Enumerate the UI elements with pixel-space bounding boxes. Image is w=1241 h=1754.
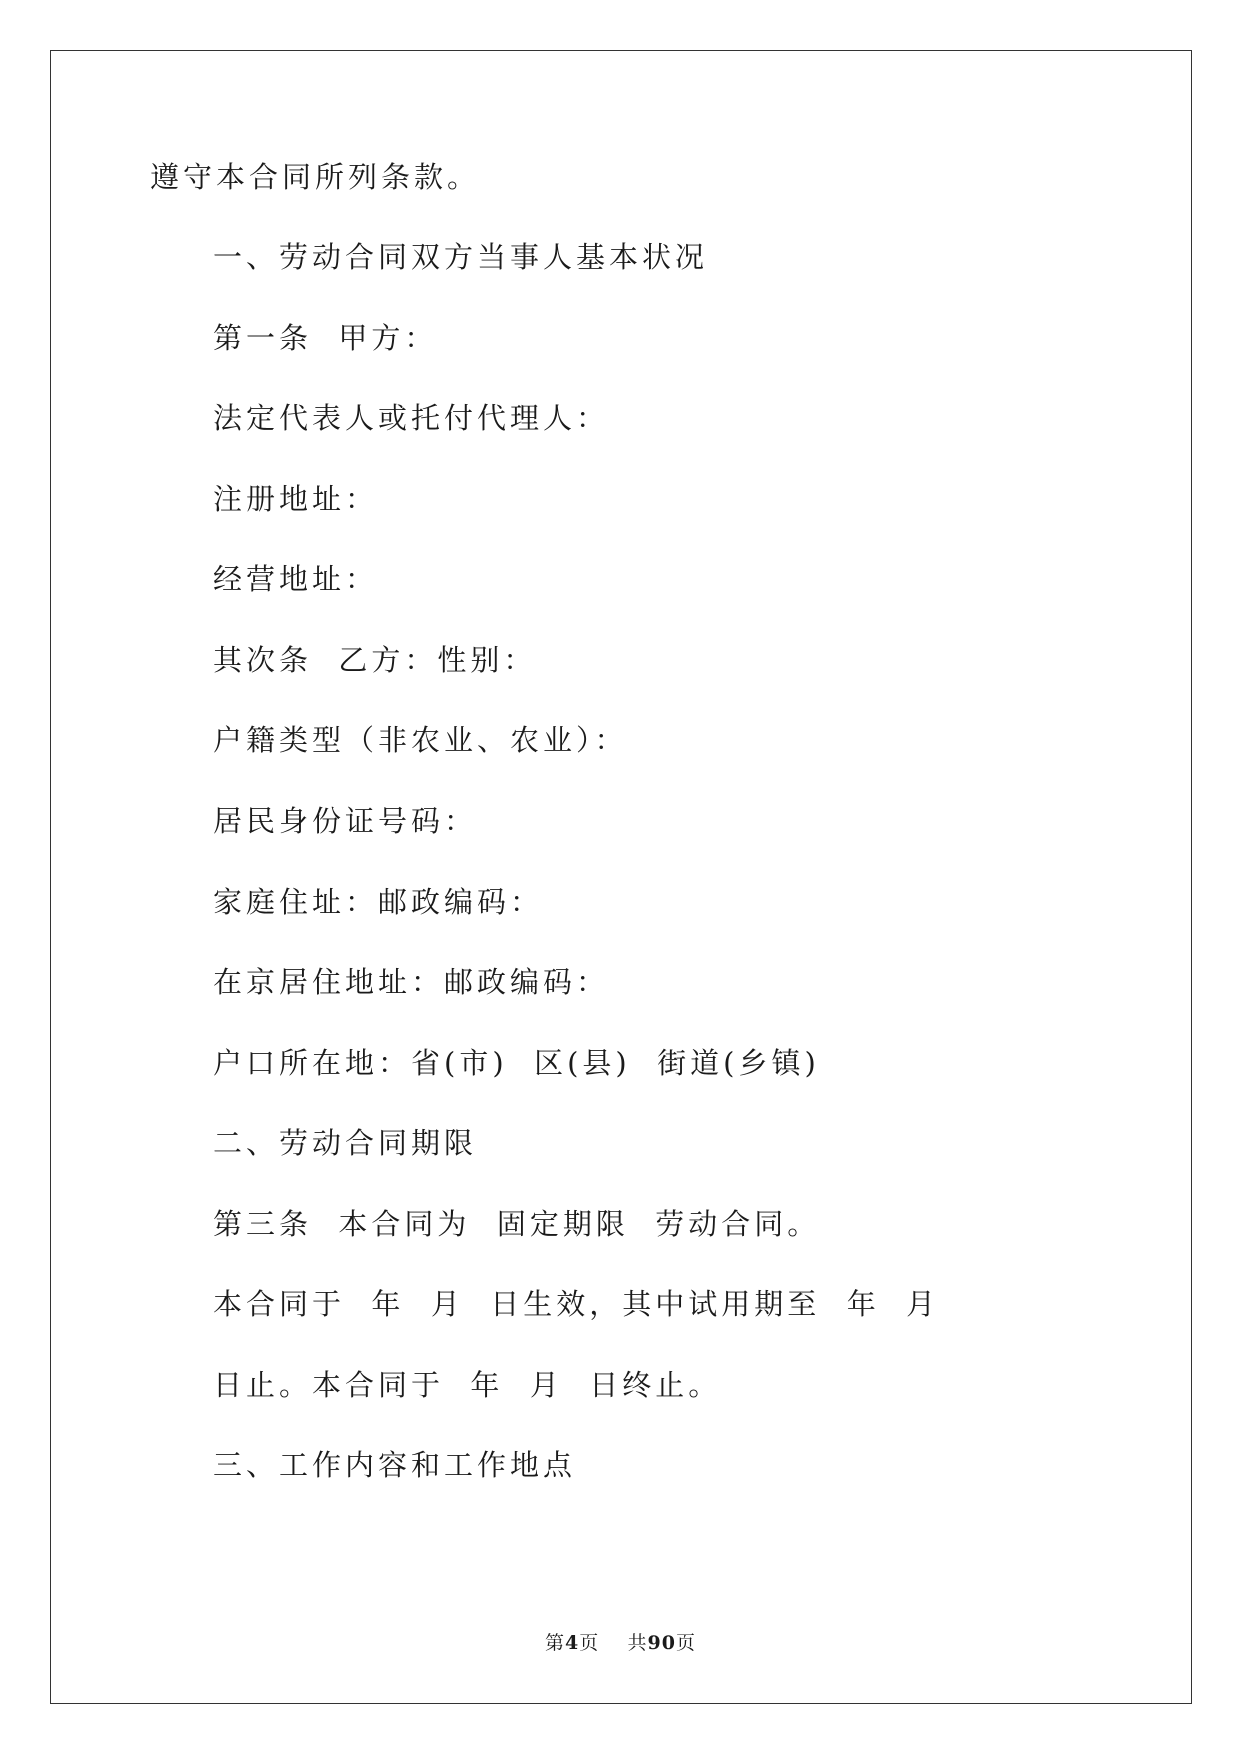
text-line: 第三条 本合同为 固定期限 劳动合同。 [213,1207,821,1241]
text-line: 注册地址： [213,482,379,516]
page-number: 4 [565,1632,580,1654]
section-heading: 二、劳动合同期限 [213,1126,478,1160]
total-prefix: 共 [627,1632,648,1654]
page-footer [0,1628,1241,1655]
text-line: 家庭住址：邮政编码： [213,885,544,919]
text-line: 户籍类型（非农业、农业）： [213,723,628,757]
section-heading: 三、工作内容和工作地点 [213,1448,577,1482]
text-line: 日止。本合同于 年 月 日终止。 [213,1368,722,1402]
text-line: 经营地址： [213,562,379,596]
text-line: 遵守本合同所列条款。 [150,160,481,194]
text-line: 本合同于 年 月 日生效，其中试用期至 年 月 [213,1287,940,1321]
page-prefix: 第 [545,1632,566,1654]
text-line: 在京居住地址：邮政编码： [213,965,610,999]
page-suffix: 页 [579,1632,600,1654]
section-heading: 一、劳动合同双方当事人基本状况 [213,240,709,274]
text-line: 第一条 甲方： [213,321,438,355]
total-suffix: 页 [675,1632,696,1654]
text-line: 居民身份证号码： [213,804,478,838]
text-line: 户口所在地：省(市) 区(县) 街道(乡镇) [213,1046,820,1080]
text-line: 其次条 乙方：性别： [213,643,537,677]
text-line: 法定代表人或托付代理人： [213,401,610,435]
total-pages: 90 [647,1632,676,1654]
